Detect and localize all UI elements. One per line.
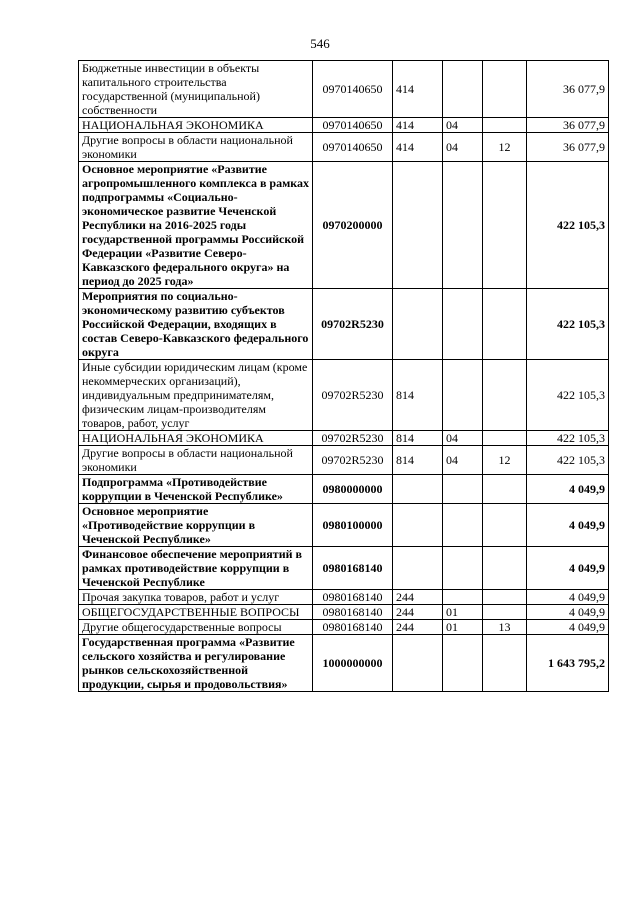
expense-type-cell: 814	[393, 360, 443, 431]
table-row	[79, 118, 609, 133]
expense-type-cell: 414	[393, 118, 443, 133]
name-cell: Мероприятия по социально-экономическому развитию субъектов Российской Федерации, входящих в состав Северо-Кавказского федерального округа	[79, 289, 313, 360]
expense-type-cell	[393, 547, 443, 590]
target-article-code-cell: 0970140650	[313, 133, 393, 162]
table-row	[79, 504, 609, 547]
name-cell: Финансовое обеспечение мероприятий в рамках противодействие коррупции в Чеченской Республике	[79, 547, 313, 590]
amount-cell: 36 077,9	[527, 118, 609, 133]
subsection-cell	[483, 360, 527, 431]
name-cell: ОБЩЕГОСУДАРСТВЕННЫЕ ВОПРОСЫ	[79, 605, 313, 620]
amount-cell: 4 049,9	[527, 504, 609, 547]
subsection-cell	[483, 590, 527, 605]
target-article-code-cell: 0980168140	[313, 605, 393, 620]
name-cell: Основное мероприятие «Противодействие коррупции в Чеченской Республике»	[79, 504, 313, 547]
amount-cell: 4 049,9	[527, 620, 609, 635]
section-cell	[443, 547, 483, 590]
amount-cell: 422 105,3	[527, 431, 609, 446]
expense-type-cell	[393, 504, 443, 547]
amount-cell: 36 077,9	[527, 133, 609, 162]
name-cell: Подпрограмма «Противодействие коррупции в Чеченской Республике»	[79, 475, 313, 504]
amount-cell: 4 049,9	[527, 547, 609, 590]
section-cell: 04	[443, 133, 483, 162]
expense-type-cell	[393, 475, 443, 504]
subsection-cell	[483, 431, 527, 446]
expense-type-cell: 244	[393, 590, 443, 605]
target-article-code-cell: 1000000000	[313, 635, 393, 692]
name-cell: Другие вопросы в области национальной экономики	[79, 133, 313, 162]
table-row	[79, 360, 609, 431]
target-article-code-cell: 09702R5230	[313, 446, 393, 475]
target-article-code-cell: 0970200000	[313, 162, 393, 289]
section-cell: 04	[443, 446, 483, 475]
amount-cell: 422 105,3	[527, 162, 609, 289]
expense-type-cell	[393, 635, 443, 692]
subsection-cell	[483, 61, 527, 118]
section-cell	[443, 504, 483, 547]
table-row	[79, 605, 609, 620]
subsection-cell	[483, 289, 527, 360]
table-row	[79, 289, 609, 360]
budget-table-body	[79, 61, 609, 692]
amount-cell: 1 643 795,2	[527, 635, 609, 692]
name-cell: Государственная программа «Развитие сельского хозяйства и регулирование рынков сельскохозяйственной продукции, сырья и продовольствия»	[79, 635, 313, 692]
subsection-cell: 12	[483, 133, 527, 162]
subsection-cell: 13	[483, 620, 527, 635]
table-row	[79, 590, 609, 605]
name-cell: Основное мероприятие «Развитие агропромышленного комплекса в рамках подпрограммы «Социально-экономическое развитие Чеченской Республики на 2016-2025 годы государственной программы Российской Федерации «Развитие Северо-Кавказского федерального округа» на период до 2025 года»	[79, 162, 313, 289]
subsection-cell	[483, 504, 527, 547]
section-cell	[443, 61, 483, 118]
subsection-cell	[483, 635, 527, 692]
table-row	[79, 446, 609, 475]
table-row	[79, 547, 609, 590]
target-article-code-cell: 0970140650	[313, 61, 393, 118]
section-cell: 01	[443, 605, 483, 620]
table-row	[79, 620, 609, 635]
table-row	[79, 133, 609, 162]
table-row	[79, 475, 609, 504]
amount-cell: 4 049,9	[527, 590, 609, 605]
expense-type-cell: 814	[393, 431, 443, 446]
section-cell: 01	[443, 620, 483, 635]
amount-cell: 4 049,9	[527, 475, 609, 504]
target-article-code-cell: 0980168140	[313, 590, 393, 605]
subsection-cell: 12	[483, 446, 527, 475]
expense-type-cell: 244	[393, 605, 443, 620]
name-cell: НАЦИОНАЛЬНАЯ ЭКОНОМИКА	[79, 431, 313, 446]
name-cell: Иные субсидии юридическим лицам (кроме некоммерческих организаций), индивидуальным предпринимателям, физическим лицам-производителям товаров, работ, услуг	[79, 360, 313, 431]
target-article-code-cell: 0980168140	[313, 547, 393, 590]
name-cell: Прочая закупка товаров, работ и услуг	[79, 590, 313, 605]
name-cell: Другие общегосударственные вопросы	[79, 620, 313, 635]
amount-cell: 4 049,9	[527, 605, 609, 620]
section-cell	[443, 590, 483, 605]
section-cell	[443, 475, 483, 504]
amount-cell: 422 105,3	[527, 360, 609, 431]
page-number: 546	[310, 36, 330, 51]
expense-type-cell: 814	[393, 446, 443, 475]
target-article-code-cell: 0980100000	[313, 504, 393, 547]
table-row	[79, 61, 609, 118]
section-cell: 04	[443, 431, 483, 446]
target-article-code-cell: 09702R5230	[313, 360, 393, 431]
expense-type-cell: 414	[393, 61, 443, 118]
expense-type-cell	[393, 162, 443, 289]
target-article-code-cell: 0970140650	[313, 118, 393, 133]
budget-table	[78, 60, 609, 692]
subsection-cell	[483, 475, 527, 504]
table-row	[79, 635, 609, 692]
section-cell	[443, 635, 483, 692]
amount-cell: 422 105,3	[527, 289, 609, 360]
target-article-code-cell: 09702R5230	[313, 289, 393, 360]
section-cell: 04	[443, 118, 483, 133]
subsection-cell	[483, 605, 527, 620]
name-cell: НАЦИОНАЛЬНАЯ ЭКОНОМИКА	[79, 118, 313, 133]
subsection-cell	[483, 547, 527, 590]
name-cell: Другие вопросы в области национальной экономики	[79, 446, 313, 475]
expense-type-cell: 414	[393, 133, 443, 162]
table-row	[79, 162, 609, 289]
amount-cell: 422 105,3	[527, 446, 609, 475]
section-cell	[443, 360, 483, 431]
expense-type-cell	[393, 289, 443, 360]
subsection-cell	[483, 162, 527, 289]
amount-cell: 36 077,9	[527, 61, 609, 118]
name-cell: Бюджетные инвестиции в объекты капитального строительства государственной (муниципальной) собственности	[79, 61, 313, 118]
section-cell	[443, 289, 483, 360]
table-row	[79, 431, 609, 446]
subsection-cell	[483, 118, 527, 133]
expense-type-cell: 244	[393, 620, 443, 635]
target-article-code-cell: 09702R5230	[313, 431, 393, 446]
target-article-code-cell: 0980000000	[313, 475, 393, 504]
section-cell	[443, 162, 483, 289]
target-article-code-cell: 0980168140	[313, 620, 393, 635]
